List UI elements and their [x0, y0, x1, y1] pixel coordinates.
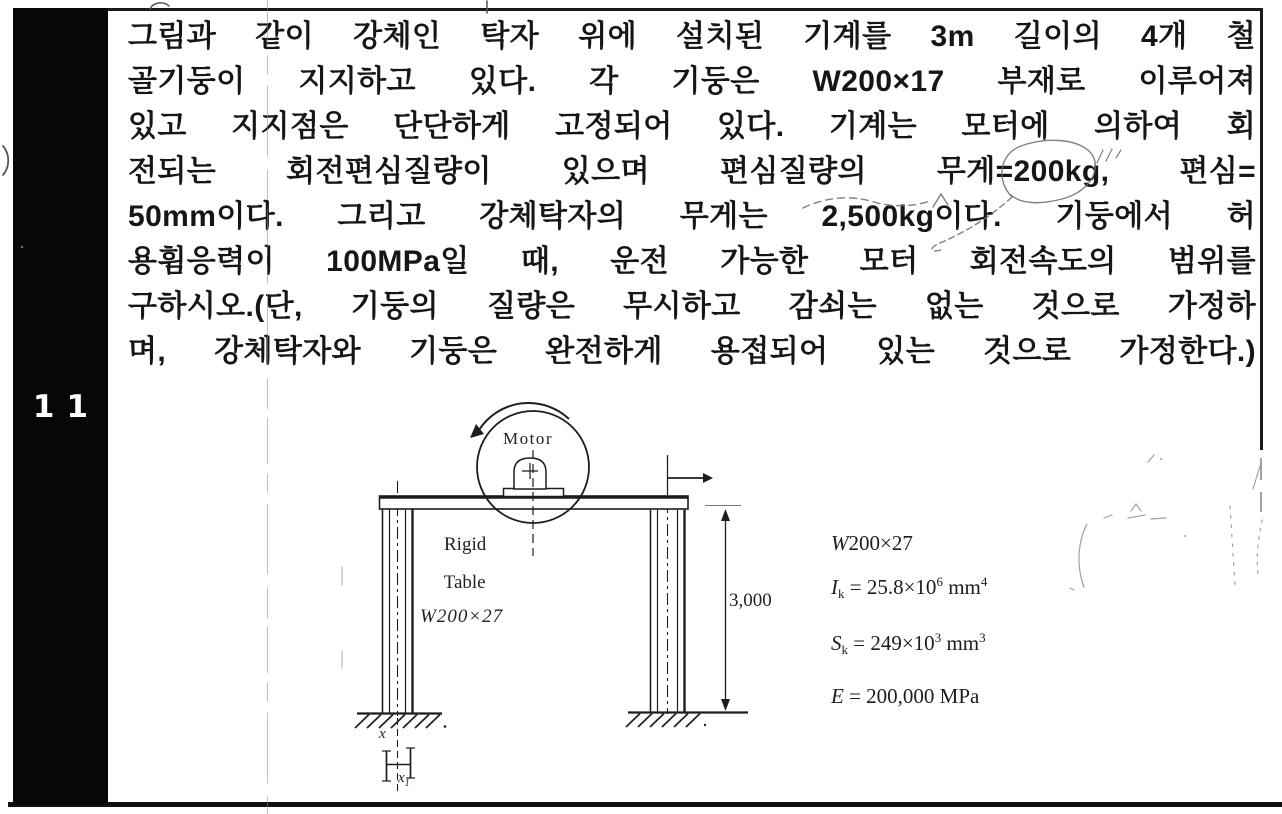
property-row-inertia	[831, 574, 987, 602]
section-title-symbol: W	[831, 531, 849, 555]
property-subscript: k	[841, 642, 848, 657]
property-value: = 200,000 MPa	[843, 684, 980, 708]
text-line-3: 있고 지지점은 단단하게 고정되어 있다. 기계는 모터에 의하여 회	[128, 110, 1256, 143]
text-line-8: 며, 강체탁자와 기둥은 완전하게 용접되어 있는 것으로 가정한다.)	[128, 335, 1256, 368]
ground-hatch-left	[355, 714, 446, 729]
property-unit-exp: 4	[980, 574, 988, 589]
table-border-right-faint-1	[1260, 458, 1262, 480]
pencil-scratch-marks-right	[1070, 455, 1262, 590]
section-axis-bottom-base: x	[398, 770, 405, 786]
text-line-7: 구하시오.(단, 기둥의 질량은 무시하고 감쇠는 없는 것으로 가정하	[128, 290, 1256, 323]
property-row-elastic-modulus	[831, 684, 979, 709]
section-title-rest: 200×27	[848, 531, 913, 555]
problem-number-cell	[13, 8, 108, 805]
text-line-5: 50mm이다. 그리고 강체탁자의 무게는 2,500kg이다. 기둥에서 허	[128, 200, 1256, 233]
rigid-table-label-line1: Rigid	[444, 534, 487, 555]
section-axis-label-bottom	[398, 770, 410, 789]
property-unit-exp: 3	[979, 630, 986, 645]
table-top	[380, 496, 689, 509]
rigid-table-label-line2: Table	[443, 572, 486, 593]
force-arrow-icon	[668, 473, 714, 483]
height-dimension-label: 3,000	[729, 590, 772, 611]
left-column	[383, 481, 413, 716]
motor-label: Motor	[503, 429, 553, 448]
section-axis-label-top: x	[379, 726, 386, 742]
motor-body	[504, 450, 564, 556]
property-value: = 25.8×10	[844, 575, 937, 599]
text-line-2: 골기둥이 지지하고 있다. 각 기둥은 W200×17 부재로 이루어져	[128, 65, 1256, 98]
table-border-right	[1260, 8, 1263, 450]
property-symbol: E	[831, 684, 844, 708]
column-section-label: W200×27	[420, 606, 504, 627]
motor-circle	[477, 411, 589, 523]
problem-text	[128, 14, 1256, 374]
property-value-exp: 3	[934, 630, 942, 645]
property-symbol: I	[831, 575, 838, 599]
rigid-table-label	[425, 516, 486, 611]
property-value-exp: 6	[936, 574, 943, 589]
table-border-right-faint-2	[1260, 492, 1262, 512]
ground-hatch-right	[626, 713, 748, 728]
text-line-4: 전되는 회전편심질량이 있으며 편심질량의 무게=200kg, 편심=	[128, 155, 1256, 188]
top-edge-partial-mark	[150, 1, 487, 13]
left-margin-mark	[3, 146, 8, 175]
property-row-modulus	[831, 630, 986, 658]
problem-number: 11	[32, 388, 101, 425]
table-border-top	[13, 8, 1263, 11]
property-value: = 249×10	[848, 631, 935, 655]
property-unit: mm	[941, 631, 980, 655]
table-border-bottom	[8, 802, 1282, 807]
text-line-6: 용휨응력이 100MPa일 때, 운전 가능한 모터 회전속도의 범위를	[128, 245, 1256, 278]
property-symbol: S	[831, 631, 842, 655]
section-properties-title	[831, 531, 913, 556]
property-subscript: k	[838, 586, 845, 601]
property-unit: mm	[942, 575, 981, 599]
right-column	[651, 455, 685, 714]
text-line-1: 그림과 같이 강체인 탁자 위에 설치된 기계를 3m 길이의 4개 철	[128, 20, 1256, 53]
section-axis-bottom-sub: 1	[404, 778, 410, 789]
